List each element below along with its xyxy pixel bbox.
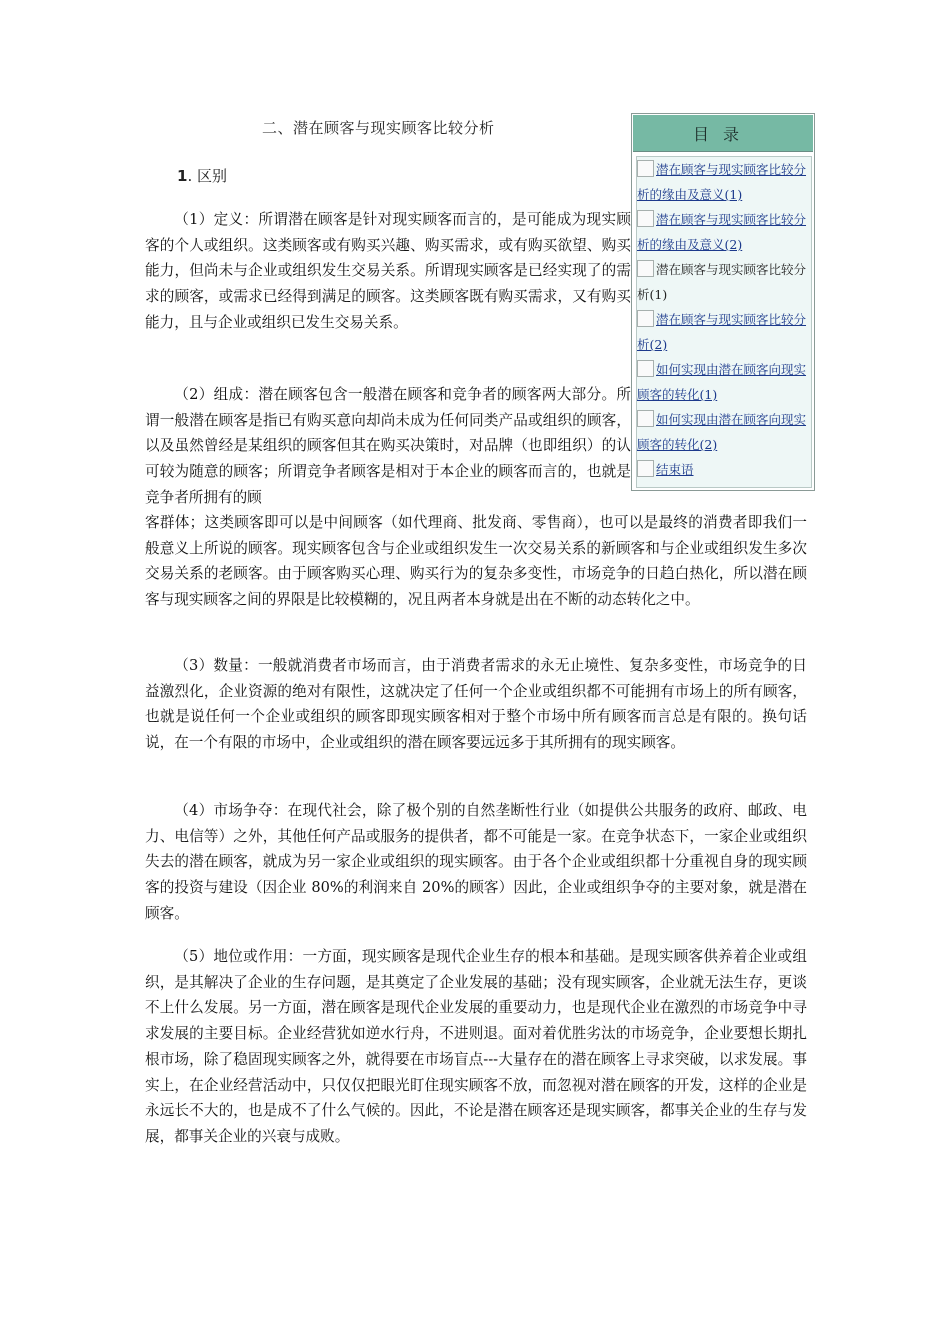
section-title: 二、潜在顾客与现实顾客比较分析 [262,119,495,137]
subsection-heading [177,165,227,186]
paragraph-quantity: （3）数量：一般就消费者市场而言，由于消费者需求的永无止境性、复杂多变性，市场竞争的日益激烈化，企业资源的绝对有限性，这就决定了任何一个企业或组织都不可能拥有市场上的所有顾客，也就是说任何一个企业或组织的顾客即现实顾客相对于整个市场中所有顾客而言总是有限的。换句话说，在一个有限的市场中，企业或组织的潜在顾客要远远多于其所拥有的现实顾客。 [145,657,807,752]
subsection-title: . 区别 [187,167,227,185]
checkbox-icon [637,310,654,327]
checkbox-icon [637,410,654,427]
paragraph-competition: （4）市场争夺：在现代社会，除了极个别的自然垄断性行业（如提供公共服务的政府、邮政、电力、电信等）之外，其他任何产品或服务的提供者，都不可能是一家。在竞争状态下，一家企业或组织失去的潜在顾客，就成为另一家企业或组织的现实顾客。由于各个企业或组织都十分重视自身的现实顾客的投资与建设（因企业 80%的利润来自 20%的顾客）因此，企业或组织争夺的主要对象，就是潜在顾客。 [145,802,807,922]
toc-list [637,157,811,482]
toc-item-conversion-1[interactable] [637,357,811,407]
toc-link[interactable]: 潜在顾客与现实顾客比较分析(2) [637,312,807,352]
paragraph-composition-continued: 客群体；这类顾客即可以是中间顾客（如代理商、批发商、零售商），也可以是最终的消费者即我们一般意义上所说的顾客。现实顾客包含与企业或组织发生一次交易关系的新顾客和与企业或组织发生多次交易关系的老顾客。由于顾客购买心理、购买行为的复杂多变性，市场竞争的日趋白热化，所以潜在顾客与现实顾客之间的界限是比较模糊的，况且两者本身就是出在不断的动态转化之中。 [145,514,807,609]
subsection-number: 1 [177,167,188,185]
checkbox-icon [637,210,654,227]
toc-item-conclusion[interactable] [637,457,811,482]
toc-item-significance-2[interactable] [637,207,811,257]
paragraph-composition: （2）组成：潜在顾客包含一般潜在顾客和竞争者的顾客两大部分。所谓一般潜在顾客是指已有购买意向却尚未成为任何同类产品或组织的顾客，以及虽然曾经是某组织的顾客但其在购买决策时，对品牌（也即组织）的认可较为随意的顾客；所谓竞争者顾客是相对于本企业的顾客而言的，也就是竞争者所拥有的顾 [145,386,631,506]
paragraph-definition: （1）定义：所谓潜在顾客是针对现实顾客而言的，是可能成为现实顾客的个人或组织。这类顾客或有购买兴趣、购买需求，或有购买欲望、购买能力，但尚未与企业或组织发生交易关系。所谓现实顾客是已经实现了的需求的顾客，或需求已经得到满足的顾客。这类顾客既有购买需求，又有购买能力，且与企业或组织已发生交易关系。 [145,211,631,331]
checkbox-icon [637,260,654,277]
toc-item-significance-1[interactable] [637,157,811,207]
paragraph-role: （5）地位或作用：一方面，现实顾客是现代企业生存的根本和基础。是现实顾客供养着企业或组织，是其解决了企业的生存问题，是其奠定了企业发展的基础；没有现实顾客，企业就无法生存，更谈不上什么发展。另一方面，潜在顾客是现代企业发展的重要动力，也是现代企业在激烈的市场竞争中寻求发展的主要目标。企业经营犹如逆水行舟，不进则退。面对着优胜劣汰的市场竞争，企业要想长期扎根市场，除了稳固现实顾客之外，就得要在市场盲点---大量存在的潜在顾客上寻求突破，以求发展。事实上，在企业经营活动中，只仅仅把眼光盯住现实顾客不放，而忽视对潜在顾客的开发，这样的企业是永远长不大的，也是成不了什么气候的。因此，不论是潜在顾客还是现实顾客，都事关企业的生存与发展，都事关企业的兴衰与成败。 [145,948,807,1145]
checkbox-icon [637,160,654,177]
toc-item-conversion-2[interactable] [637,407,811,457]
toc-item-analysis-2[interactable] [637,307,811,357]
toc-link[interactable]: 如何实现由潜在顾客向现实顾客的转化(1) [637,362,807,402]
toc-header: 目录 [633,115,813,152]
toc-link[interactable]: 潜在顾客与现实顾客比较分析的缘由及意义(1) [637,162,807,202]
toc-link[interactable]: 如何实现由潜在顾客向现实顾客的转化(2) [637,412,807,452]
toc-body [636,156,812,488]
table-of-contents [631,113,815,491]
toc-link[interactable]: 潜在顾客与现实顾客比较分析(1) [637,262,807,302]
toc-item-analysis-1[interactable] [637,257,811,307]
checkbox-icon [637,360,654,377]
checkbox-icon [637,460,654,477]
toc-link[interactable]: 结束语 [656,462,694,477]
toc-link[interactable]: 潜在顾客与现实顾客比较分析的缘由及意义(2) [637,212,807,252]
